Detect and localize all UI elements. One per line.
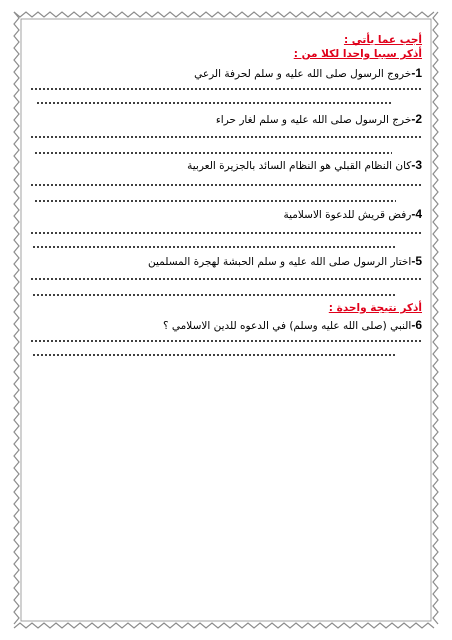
question-1-text: خروج الرسول صلى الله عليه و سلم لحرفة الرعي xyxy=(194,68,412,80)
question-1-number: 1- xyxy=(411,66,422,80)
answer-line-5a[interactable] xyxy=(30,278,422,280)
question-3-number: 3- xyxy=(411,158,422,172)
worksheet xyxy=(30,28,422,612)
result-heading: أذكر نتيجة واحدة : xyxy=(328,302,422,314)
question-5 xyxy=(148,254,422,268)
question-5-number: 5- xyxy=(411,254,422,268)
answer-line-6a[interactable] xyxy=(30,340,422,342)
question-6 xyxy=(163,318,422,332)
answer-line-4b[interactable] xyxy=(32,246,396,248)
causes-heading: أذكر سببا واحدا لكلا من : xyxy=(293,48,422,60)
question-6-number: 6- xyxy=(411,318,422,332)
question-3-text: كان النظام القبلي هو النظام السائد بالجزيرة العربية xyxy=(187,160,412,172)
question-4-text: رفض قريش للدعوة الاسلامية xyxy=(283,209,412,221)
question-4 xyxy=(283,207,422,221)
question-2 xyxy=(216,112,422,126)
question-2-text: خرج الرسول صلى الله عليه و سلم لغار حراء xyxy=(215,114,412,126)
answer-line-2a[interactable] xyxy=(30,136,422,138)
answer-line-6b[interactable] xyxy=(32,354,396,356)
question-6-text: النبي (صلى الله عليه وسلم) في الدعوه للدين الاسلامي ؟ xyxy=(163,320,412,332)
answer-line-1b[interactable] xyxy=(36,102,392,104)
question-1 xyxy=(194,66,422,80)
answer-line-1a[interactable] xyxy=(30,88,422,90)
question-5-text: اختار الرسول صلى الله عليه و سلم الحبشة لهجرة المسلمين xyxy=(147,256,412,268)
answer-line-3b[interactable] xyxy=(34,200,396,202)
answer-line-4a[interactable] xyxy=(30,232,422,234)
question-2-number: 2- xyxy=(411,112,422,126)
answer-line-3a[interactable] xyxy=(30,184,422,186)
question-3 xyxy=(187,158,422,172)
instruction-title: أجب عما يأتي : xyxy=(343,34,422,46)
answer-line-5b[interactable] xyxy=(32,294,396,296)
question-4-number: 4- xyxy=(411,207,422,221)
answer-line-2b[interactable] xyxy=(34,152,392,154)
